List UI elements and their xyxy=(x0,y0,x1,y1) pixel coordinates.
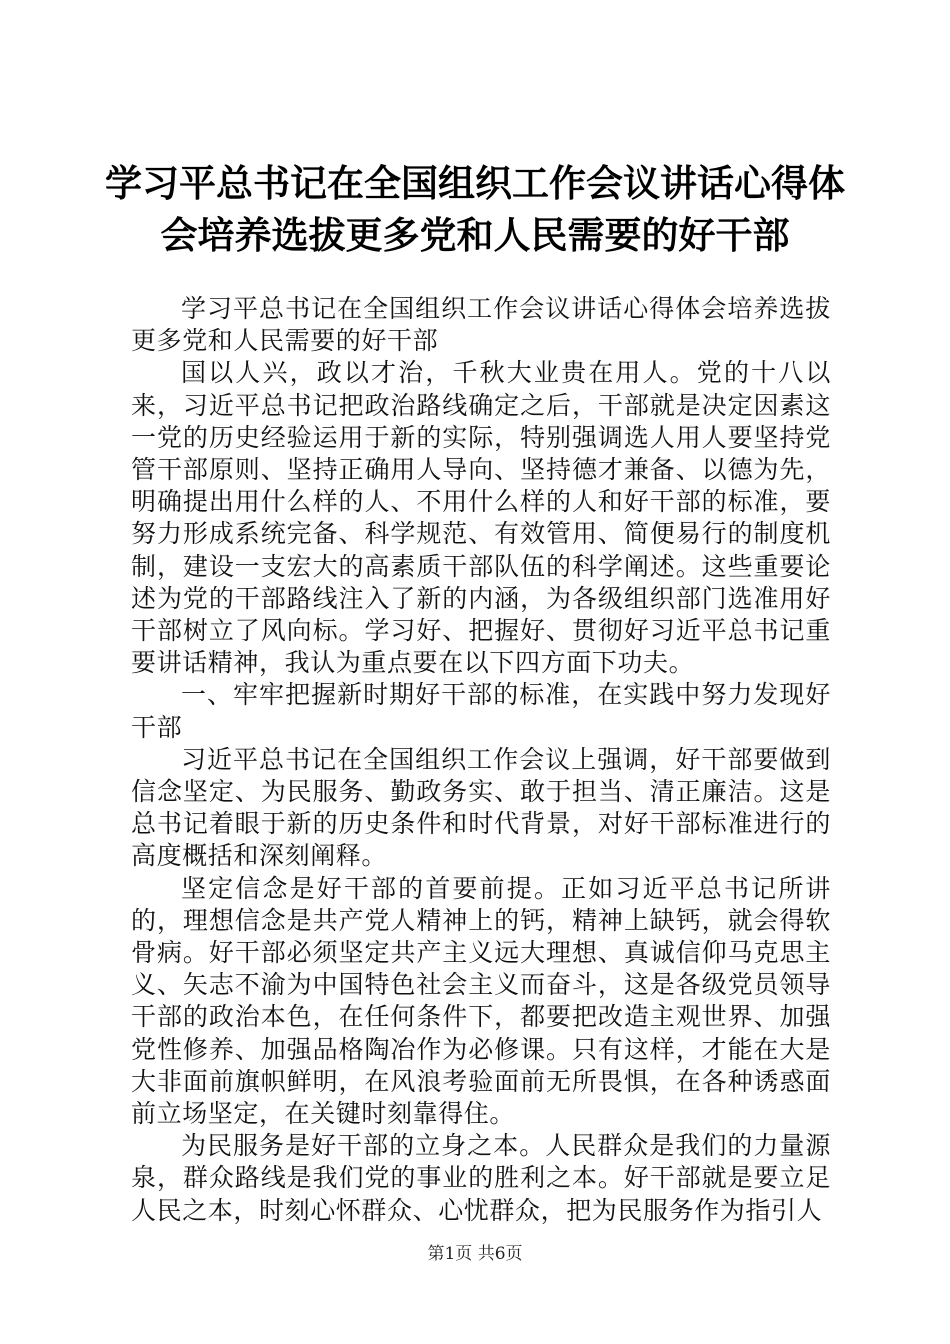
page-footer: 第1页 共6页 xyxy=(427,1244,523,1264)
paragraph-subtitle: 学习平总书记在全国组织工作会议讲话心得体会培养选拔更多党和人民需要的好干部 xyxy=(131,294,831,356)
document-title xyxy=(100,158,850,262)
paragraph-serve-people: 为民服务是好干部的立身之本。人民群众是我们的力量源泉，群众路线是我们党的事业的胜利之本。好干部就是要立足人民之本，时刻心怀群众、心忧群众，把为民服务作为指引人 xyxy=(131,1131,831,1225)
paragraph-standards: 习近平总书记在全国组织工作会议上强调，好干部要做到信念坚定、为民服务、勤政务实、敢于担当、清正廉洁。这是总书记着眼于新的历史条件和时代背景，对好干部标准进行的高度概括和深刻阐释。 xyxy=(131,744,831,871)
section-heading-1: 一、牢牢把握新时期好干部的标准，在实践中努力发现好干部 xyxy=(131,680,831,742)
title-line-2: 会培养选拔更多党和人民需要的好干部 xyxy=(160,214,790,257)
paragraph-belief: 坚定信念是好干部的首要前提。正如习近平总书记所讲的，理想信念是共产党人精神上的钙，精神上缺钙，就会得软骨病。好干部必须坚定共产主义远大理想、真诚信仰马克思主义、矢志不渝为中国特色社会主义而奋斗，这是各级党员领导干部的政治本色，在任何条件下，都要把改造主观世界、加强党性修养、加强品格陶冶作为必修课。只有这样，才能在大是大非面前旗帜鲜明，在风浪考验面前无所畏惧，在各种诱惑面前立场坚定，在关键时刻靠得住。 xyxy=(131,873,831,1129)
document-body xyxy=(131,293,831,1227)
paragraph-intro: 国以人兴，政以才治，千秋大业贵在用人。党的十八以来，习近平总书记把政治路线确定之后，干部就是决定因素这一党的历史经验运用于新的实际，特别强调选人用人要坚持党管干部原则、坚持正确用人导向、坚持德才兼备、以德为先，明确提出用什么样的人、不用什么样的人和好干部的标准，要努力形成系统完备、科学规范、有效管用、简便易行的制度机制，建设一支宏大的高素质干部队伍的科学阐述。这些重要论述为党的干部路线注入了新的内涵，为各级组织部门选准用好干部树立了风向标。学习好、把握好、贯彻好习近平总书记重要讲话精神，我认为重点要在以下四方面下功夫。 xyxy=(131,358,831,678)
title-line-1: 学习平总书记在全国组织工作会议讲话心得体 xyxy=(105,162,845,205)
